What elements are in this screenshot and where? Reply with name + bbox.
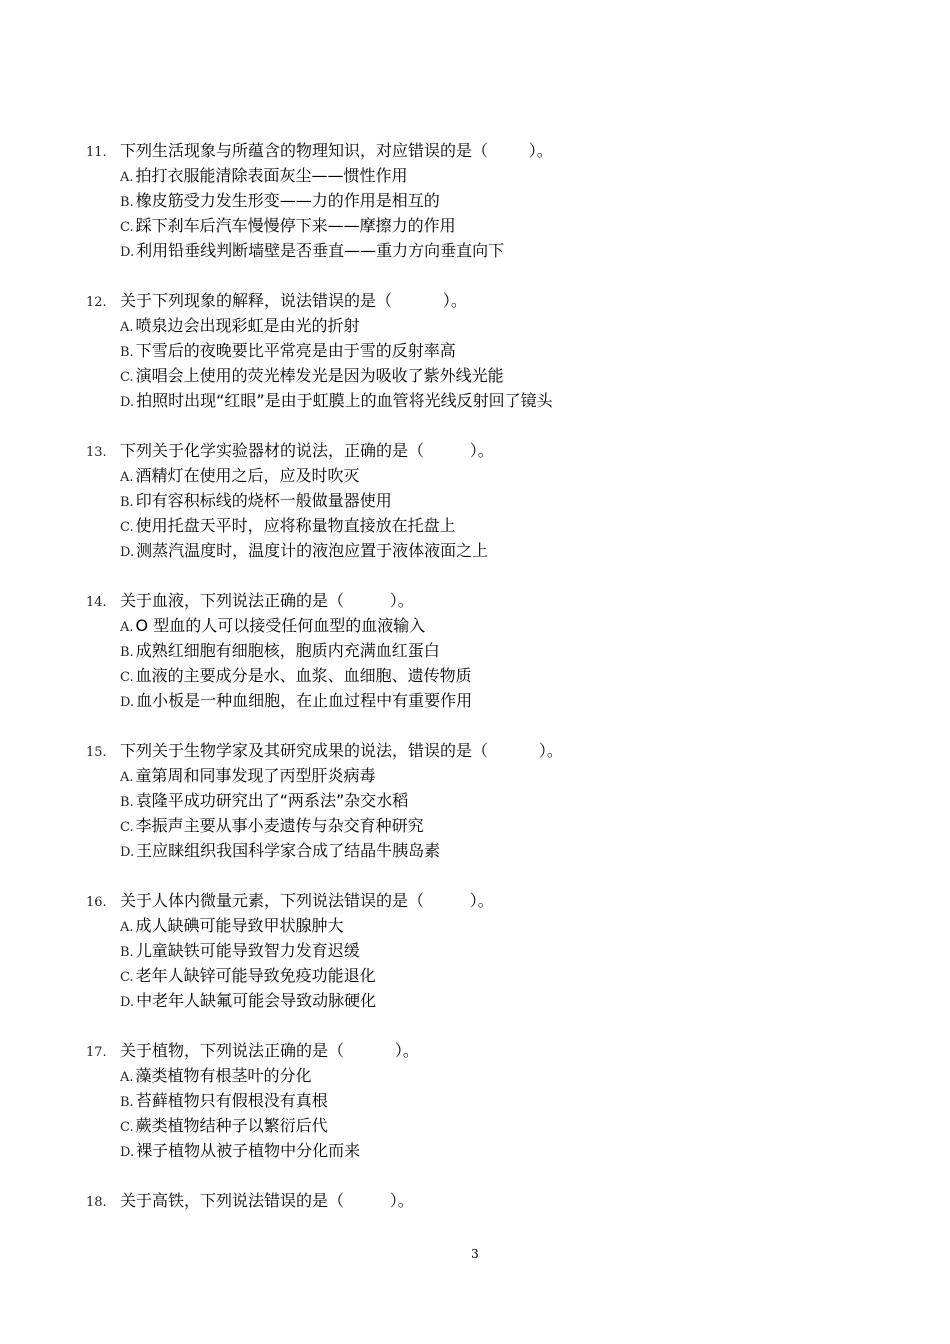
answer-blank <box>424 438 470 463</box>
option-text: 成熟红细胞有细胞核，胞质内充满血红蛋白 <box>135 641 440 660</box>
question-stem <box>86 588 906 613</box>
answer-blank <box>424 888 470 913</box>
option-text: 喷泉边会出现彩虹是由光的折射 <box>135 316 360 335</box>
answer-blank <box>344 1188 390 1213</box>
option-text: 拍打衣服能清除表面灰尘——惯性作用 <box>135 166 408 185</box>
option-d <box>120 538 906 563</box>
answer-blank <box>344 588 390 613</box>
question-text: 关于植物，下列说法正确的是（ <box>120 1041 345 1060</box>
option-a <box>120 463 906 488</box>
option-list <box>86 613 906 713</box>
option-a <box>120 163 906 188</box>
question-end: ）。 <box>389 591 414 610</box>
option-a <box>120 1063 906 1088</box>
question-stem <box>86 1188 906 1213</box>
option-text: 王应睐组织我国科学家合成了结晶牛胰岛素 <box>136 841 441 860</box>
option-d <box>120 988 906 1013</box>
option-letter: D. <box>120 845 135 860</box>
option-b <box>120 338 906 363</box>
option-text: 藻类植物有根茎叶的分化 <box>135 1066 312 1085</box>
option-text: 利用铅垂线判断墙壁是否垂直——重力方向垂直向下 <box>136 241 505 260</box>
question-text: 关于高铁，下列说法错误的是（ <box>120 1191 345 1210</box>
question-14 <box>86 588 906 713</box>
option-text: 橡皮筋受力发生形变——力的作用是相互的 <box>135 191 440 210</box>
option-d <box>120 688 906 713</box>
option-text: 袁隆平成功研究出了“两系法”杂交水稻 <box>135 791 409 810</box>
option-letter: B. <box>120 195 134 210</box>
option-b <box>120 938 906 963</box>
option-letter: A. <box>120 170 134 185</box>
answer-blank <box>344 1038 395 1063</box>
question-number: 16. <box>86 895 107 910</box>
option-letter: A. <box>120 470 134 485</box>
option-text: 裸子植物从被子植物中分化而来 <box>136 1141 361 1160</box>
option-text: 苔藓植物只有假根没有真根 <box>135 1091 328 1110</box>
option-text: 使用托盘天平时，应将称量物直接放在托盘上 <box>135 516 456 535</box>
option-c <box>120 663 906 688</box>
question-stem <box>86 738 906 763</box>
option-b <box>120 638 906 663</box>
option-b <box>120 188 906 213</box>
option-letter: A. <box>120 920 134 935</box>
question-text: 下列关于化学实验器材的说法，正确的是（ <box>120 441 425 460</box>
option-letter: B. <box>120 1095 134 1110</box>
question-number: 15. <box>86 745 107 760</box>
question-end: ）。 <box>528 141 553 160</box>
option-letter: D. <box>120 1145 135 1160</box>
option-letter: D. <box>120 395 135 410</box>
question-end: ）。 <box>389 1191 414 1210</box>
option-c <box>120 963 906 988</box>
question-text: 关于下列现象的解释，说法错误的是（ <box>120 291 393 310</box>
option-list <box>86 313 906 413</box>
option-text: 踩下刹车后汽车慢慢停下来——摩擦力的作用 <box>135 216 456 235</box>
answer-blank <box>488 738 539 763</box>
option-d <box>120 238 906 263</box>
question-number: 13. <box>86 445 107 460</box>
question-16 <box>86 888 906 1013</box>
page-number: 3 <box>471 1247 479 1261</box>
question-number: 14. <box>86 595 107 610</box>
option-letter: D. <box>120 545 135 560</box>
question-number: 18. <box>86 1195 107 1210</box>
option-a <box>120 313 906 338</box>
question-stem <box>86 438 906 463</box>
option-letter: A. <box>120 1070 134 1085</box>
question-15 <box>86 738 906 863</box>
question-number: 17. <box>86 1045 107 1060</box>
option-list <box>86 913 906 1013</box>
question-end: ）。 <box>469 441 494 460</box>
option-d <box>120 1138 906 1163</box>
question-stem <box>86 138 906 163</box>
question-text: 下列关于生物学家及其研究成果的说法，错误的是（ <box>120 741 489 760</box>
question-list <box>86 138 906 1238</box>
question-number: 11. <box>86 145 107 160</box>
option-text: 成人缺碘可能导致甲状腺肿大 <box>135 916 344 935</box>
question-number: 12. <box>86 295 107 310</box>
option-letter: C. <box>120 970 134 985</box>
option-text: 童第周和同事发现了丙型肝炎病毒 <box>135 766 376 785</box>
option-text: 酒精灯在使用之后，应及时吹灭 <box>135 466 360 485</box>
option-text: 拍照时出现“红眼”是由于虹膜上的血管将光线反射回了镜头 <box>136 391 553 410</box>
option-c <box>120 363 906 388</box>
option-b <box>120 1088 906 1113</box>
option-text: 中老年人缺氟可能会导致动脉硬化 <box>136 991 377 1010</box>
question-17 <box>86 1038 906 1163</box>
option-letter: C. <box>120 520 134 535</box>
option-list <box>86 1063 906 1163</box>
question-stem <box>86 288 906 313</box>
option-list <box>86 763 906 863</box>
option-a <box>120 613 906 638</box>
question-text: 下列生活现象与所蕴含的物理知识，对应错误的是（ <box>120 141 489 160</box>
option-letter: B. <box>120 495 134 510</box>
option-letter: C. <box>120 1120 134 1135</box>
question-18 <box>86 1188 906 1213</box>
option-d <box>120 388 906 413</box>
option-letter: B. <box>120 345 134 360</box>
option-letter: B. <box>120 795 134 810</box>
option-c <box>120 213 906 238</box>
option-text: 血小板是一种血细胞，在止血过程中有重要作用 <box>136 691 473 710</box>
option-text: 演唱会上使用的荧光棒发光是因为吸收了紫外线光能 <box>135 366 504 385</box>
question-text: 关于血液，下列说法正确的是（ <box>120 591 345 610</box>
option-b <box>120 488 906 513</box>
option-letter: C. <box>120 670 134 685</box>
question-13 <box>86 438 906 563</box>
option-d <box>120 838 906 863</box>
option-letter: D. <box>120 995 135 1010</box>
question-end: ）。 <box>442 291 467 310</box>
option-letter: D. <box>120 245 135 260</box>
option-letter: A. <box>120 770 134 785</box>
question-12 <box>86 288 906 413</box>
option-text: 儿童缺铁可能导致智力发育迟缓 <box>135 941 360 960</box>
option-letter: A. <box>120 620 134 635</box>
option-text: 李振声主要从事小麦遗传与杂交育种研究 <box>135 816 424 835</box>
option-text: 印有容积标线的烧杯一般做量器使用 <box>135 491 392 510</box>
option-text: 血液的主要成分是水、血浆、血细胞、遗传物质 <box>135 666 472 685</box>
option-c <box>120 813 906 838</box>
option-a <box>120 763 906 788</box>
question-11 <box>86 138 906 263</box>
question-end: ）。 <box>538 741 563 760</box>
option-letter: C. <box>120 220 134 235</box>
answer-blank <box>488 138 529 163</box>
question-end: ）。 <box>469 891 494 910</box>
option-list <box>86 463 906 563</box>
question-stem <box>86 1038 906 1063</box>
option-text: O 型血的人可以接受任何血型的血液输入 <box>135 616 426 635</box>
option-c <box>120 1113 906 1138</box>
option-list <box>86 163 906 263</box>
answer-blank <box>392 288 443 313</box>
option-letter: B. <box>120 945 134 960</box>
option-letter: C. <box>120 370 134 385</box>
option-c <box>120 513 906 538</box>
option-text: 下雪后的夜晚要比平常亮是由于雪的反射率高 <box>135 341 456 360</box>
question-end: ）。 <box>394 1041 419 1060</box>
option-a <box>120 913 906 938</box>
option-text: 测蒸汽温度时，温度计的液泡应置于液体液面之上 <box>136 541 489 560</box>
option-text: 老年人缺锌可能导致免疫功能退化 <box>135 966 376 985</box>
option-letter: D. <box>120 695 135 710</box>
option-text: 蕨类植物结种子以繁衍后代 <box>135 1116 328 1135</box>
question-text: 关于人体内微量元素，下列说法错误的是（ <box>120 891 425 910</box>
option-letter: C. <box>120 820 134 835</box>
option-letter: A. <box>120 320 134 335</box>
question-stem <box>86 888 906 913</box>
option-letter: B. <box>120 645 134 660</box>
option-b <box>120 788 906 813</box>
